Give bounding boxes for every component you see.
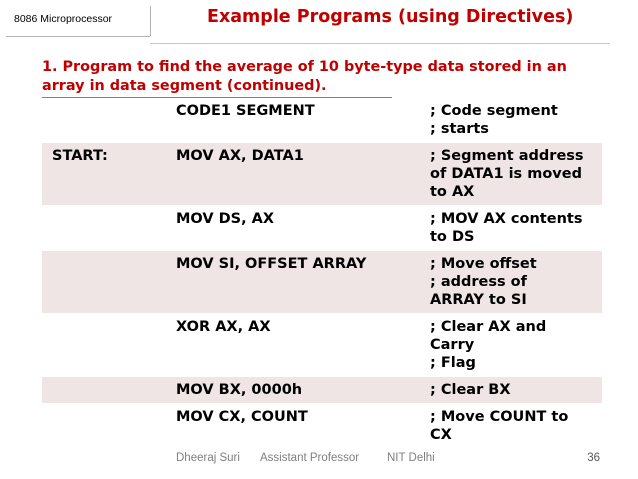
comment-line: ; Code segment [430,103,558,119]
label-cell [42,206,168,251]
instruction-cell: CODE1 SEGMENT [168,98,424,143]
page-number: 36 [587,452,600,464]
label-cell [42,404,168,449]
comment-line: ; starts [430,121,489,137]
footer-role: Assistant Professor [260,452,360,464]
code-row [42,314,602,377]
comment-line: of DATA1 is moved [430,166,582,182]
label-cell: START: [42,143,168,206]
instruction-cell: MOV SI, OFFSET ARRAY [168,251,424,314]
comment-cell [424,404,602,449]
comment-line: ; Segment address [430,148,584,164]
instruction-cell: XOR AX, AX [168,314,424,377]
comment-cell [424,251,602,314]
label-cell [42,251,168,314]
program-heading: 1. Program to find the average of 10 byte-type data stored in an array in data segment (continued). [42,59,567,94]
instruction-cell: MOV BX, 0000h [168,377,424,404]
comment-line: Carry [430,337,475,353]
comment-line: ; Move COUNT to [430,409,569,425]
title-underline [150,43,610,44]
code-row [42,143,602,206]
code-row [42,377,602,404]
footer-institution: NIT Delhi [387,452,435,464]
comment-line: ; Flag [430,355,476,371]
comment-line: to AX [430,184,475,200]
comment-line: ; address of [430,274,527,290]
comment-cell [424,143,602,206]
code-row [42,251,602,314]
comment-line: ; Clear AX and [430,319,547,335]
code-row [42,404,602,449]
slide-title: Example Programs (using Directives) [207,7,574,27]
header-divider-horizontal [6,36,150,37]
comment-cell [424,98,602,143]
comment-line: to DS [430,229,475,245]
comment-line: ARRAY to SI [430,292,527,308]
comment-cell [424,206,602,251]
instruction-cell: MOV AX, DATA1 [168,143,424,206]
comment-cell [424,314,602,377]
footer-author: Dheeraj Suri [176,452,240,464]
code-table [42,98,602,449]
comment-cell [424,377,602,404]
label-cell [42,377,168,404]
code-row [42,98,602,143]
comment-line: ; MOV AX contents [430,211,583,227]
instruction-cell: MOV CX, COUNT [168,404,424,449]
code-row [42,206,602,251]
course-label: 8086 Microprocessor [14,13,113,25]
instruction-cell: MOV DS, AX [168,206,424,251]
header-divider-vertical [150,6,151,36]
comment-line: ; Move offset [430,256,537,272]
label-cell [42,314,168,377]
label-cell [42,98,168,143]
comment-line: ; Clear BX [430,382,511,398]
comment-line: CX [430,427,452,443]
